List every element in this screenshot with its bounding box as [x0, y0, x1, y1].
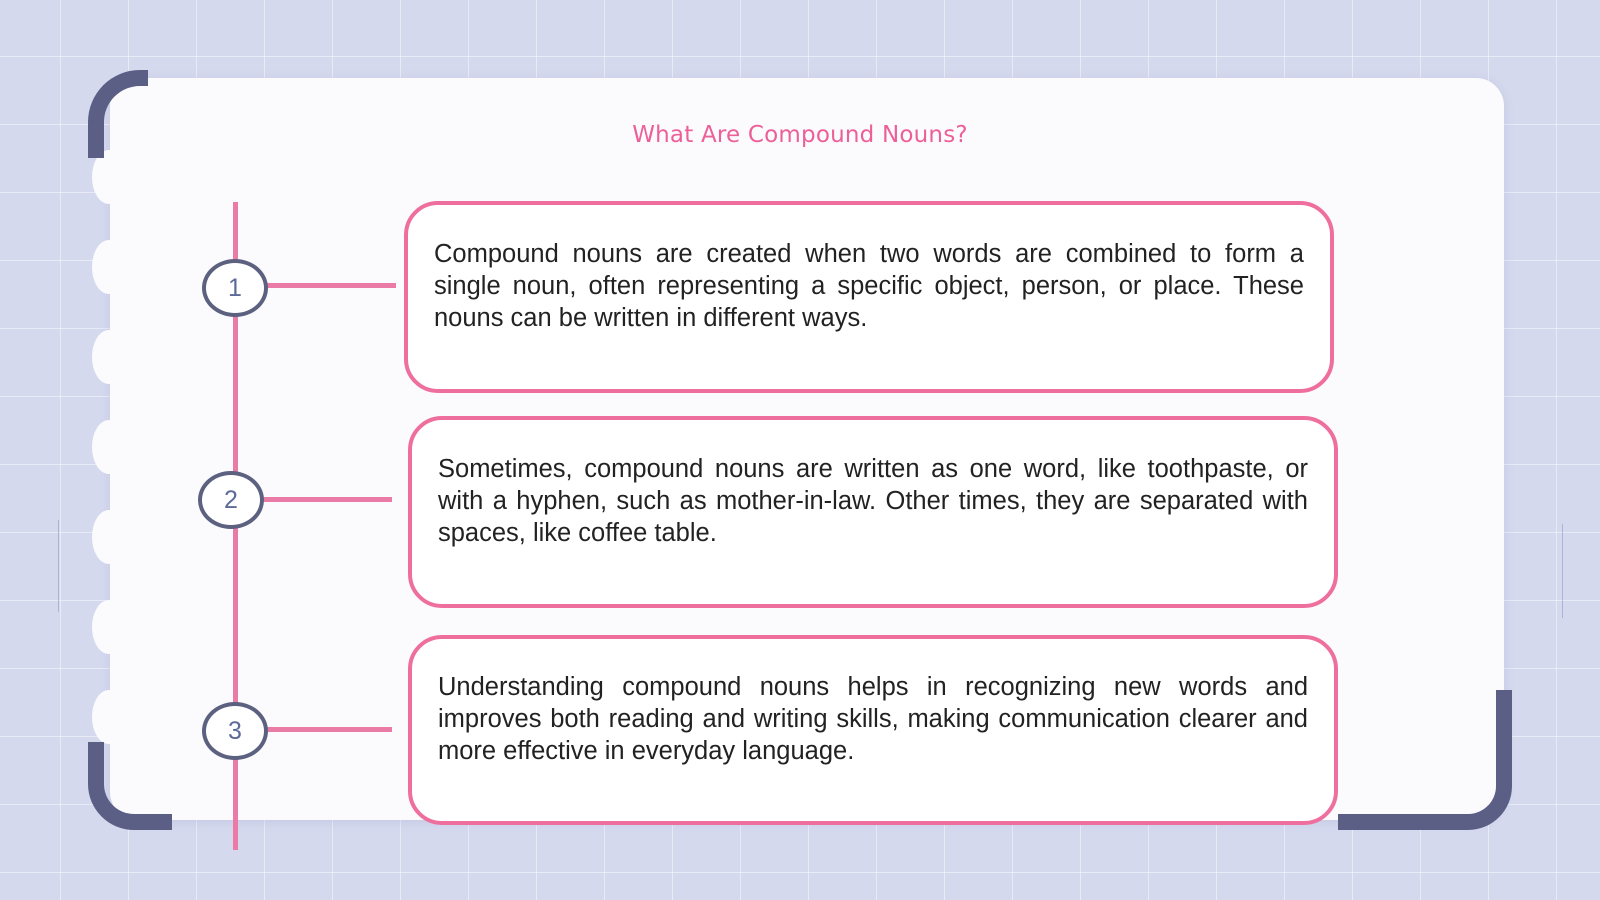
- step-card-2: [408, 416, 1338, 608]
- paper-scallop: [92, 330, 126, 384]
- page-title: What Are Compound Nouns?: [632, 122, 968, 148]
- step-connector: [266, 727, 392, 732]
- frame-corner-bottom-left: [88, 742, 172, 830]
- step-card-1: [404, 201, 1334, 393]
- decorative-tick: [58, 520, 59, 612]
- step-text: Sometimes, compound nouns are written as one word, like toothpaste, or with a hyphen, such as mother-in-law. Other times, they are separated with spaces, like coffee table.: [438, 455, 1308, 547]
- paper-scallop: [92, 240, 126, 294]
- paper-scallop: [92, 150, 126, 204]
- step-text: Compound nouns are created when two words are combined to form a single noun, often representing a specific object, person, or place. These nouns can be written in different ways.: [434, 240, 1304, 332]
- paper-scallop: [92, 510, 126, 564]
- step-connector: [262, 497, 392, 502]
- decorative-tick: [1562, 524, 1563, 618]
- step-text: Understanding compound nouns helps in recognizing new words and improves both reading and writing skills, making communication clearer and more effective in everyday language.: [438, 673, 1308, 765]
- step-number-3: 3: [202, 702, 268, 760]
- frame-corner-top-left: [88, 70, 148, 158]
- step-card-3: [408, 635, 1338, 825]
- step-connector: [266, 283, 396, 288]
- frame-corner-bottom-right: [1338, 690, 1512, 830]
- paper-scallop: [92, 420, 126, 474]
- step-number-1: 1: [202, 259, 268, 317]
- step-number-2: 2: [198, 471, 264, 529]
- paper-scallop: [92, 600, 126, 654]
- paper-scallop: [92, 690, 126, 744]
